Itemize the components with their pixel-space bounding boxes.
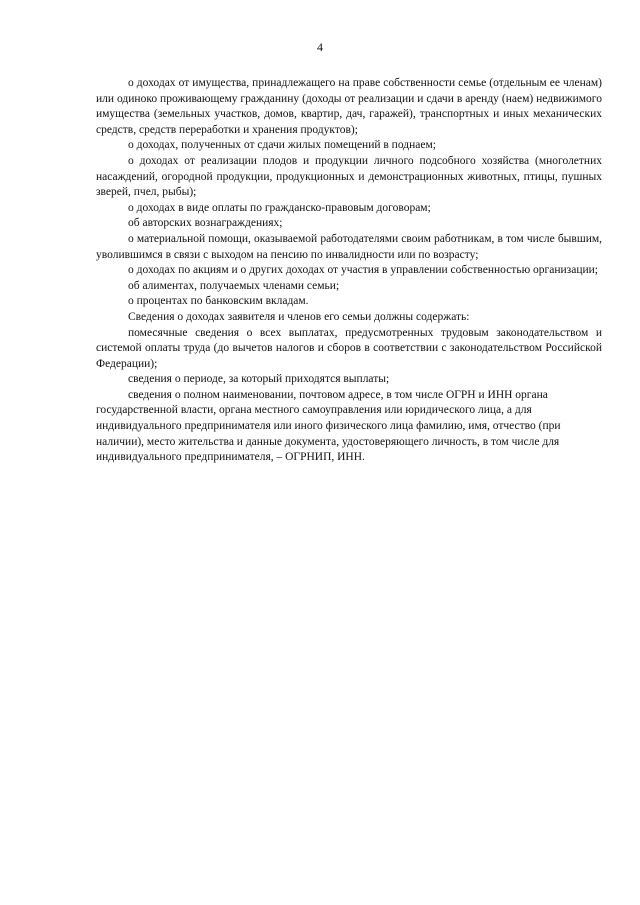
paragraph-payer-details: сведения о полном наименовании, почтовом адресе, в том числе ОГРН и ИНН органа государственной власти, органа местного самоуправления или юридического лица, а для индивидуального предпринимателя или иного физического лица фамилию, имя, отчество (при наличии), место жительства и данные документа, удостоверяющего личность, в том числе для индивидуального предпринимателя, – ОГРНИП, ИНН.	[96, 388, 561, 464]
paragraph-income-info-heading: Сведения о доходах заявителя и членов его семьи должны содержать:	[128, 310, 470, 323]
document-body	[96, 76, 602, 466]
paragraph-household-income: о доходах от реализации плодов и продукции личного подсобного хозяйства (многолетних насаждений, огородной продукции, продукционных и демонстрационных животных, птицы, пушных зверей, пчел, рыбы);	[96, 154, 602, 199]
paragraph-shares-income: о доходах по акциям и о других доходах от участия в управлении собственностью организации;	[128, 264, 598, 277]
paragraph-sublease-income: о доходах, полученных от сдачи жилых помещений в поднаем;	[128, 139, 436, 152]
paragraph-monthly-payments: помесячные сведения о всех выплатах, предусмотренных трудовым законодательством и системой оплаты труда (до вычетов налогов и сборов в соответствии с законодательством Российской Федерации);	[96, 326, 602, 370]
paragraph-civil-contracts: о доходах в виде оплаты по гражданско-правовым договорам;	[128, 201, 431, 214]
paragraph-material-aid: о материальной помощи, оказываемой работодателями своим работникам, в том числе бывшим, уволившимся в связи с выходом на пенсию по инвалидности или по возрасту;	[96, 232, 602, 261]
paragraph-author-fees: об авторских вознаграждениях;	[128, 217, 283, 230]
paragraph-payment-period: сведения о периоде, за который приходятся выплаты;	[128, 373, 390, 386]
paragraph-bank-interest: о процентах по банковским вкладам.	[128, 295, 309, 308]
page-number: 4	[317, 40, 323, 54]
paragraph-alimony: об алиментах, получаемых членами семьи;	[128, 279, 340, 292]
paragraph-property-income: о доходах от имущества, принадлежащего на праве собственности семье (отдельным ее членам) или одиноко проживающему гражданину (доходы от реализации и сдачи в аренду (наем) недвижимого имущества (земельных участков, домов, квартир, дач, гаражей), транспортных и иных механических средств, средств переработки и хранения продуктов);	[96, 77, 602, 136]
